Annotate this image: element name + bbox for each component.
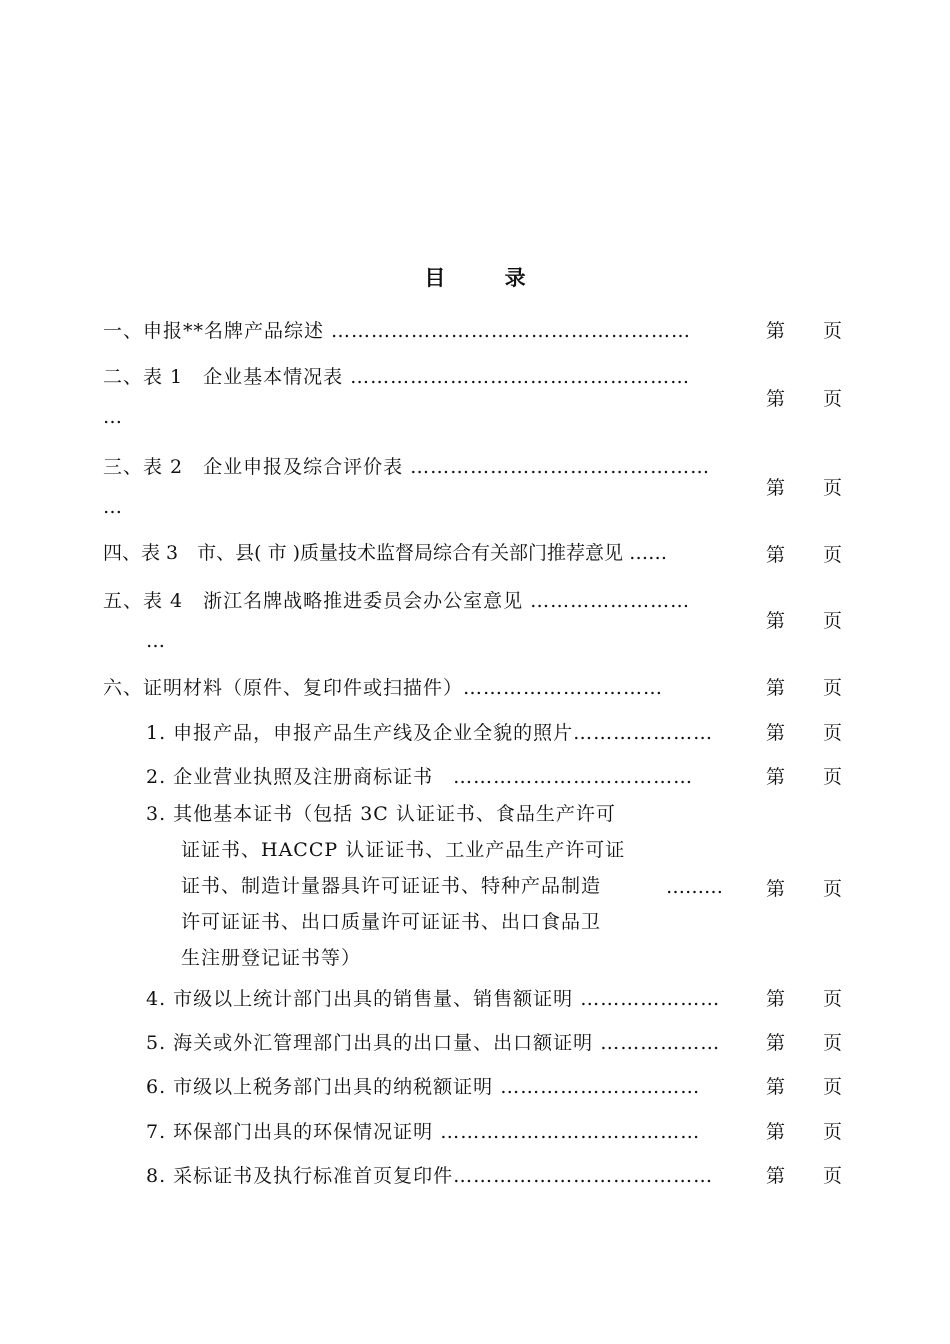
page-label-di: 第 (766, 1032, 786, 1054)
toc-entry-text: 2. 企业营业执照及注册商标证书 ……………………………… (146, 766, 694, 788)
toc-entry-6-5[interactable] (0, 1028, 950, 1058)
page-label-ye: 页 (823, 878, 843, 900)
page-label-di: 第 (766, 1121, 786, 1143)
toc-entry-6-7[interactable] (0, 1117, 950, 1147)
toc-entry-text: 4. 市级以上统计部门出具的销售量、销售额证明 ………………… (146, 988, 721, 1010)
page-label-ye: 页 (823, 1032, 843, 1054)
page-label-di: 第 (766, 878, 786, 900)
toc-entry-text: 一、申报**名牌产品综述 ……………………………………………… (103, 320, 692, 342)
toc-entry-text: 二、表 1 企业基本情况表 …………………………………………… (103, 366, 691, 388)
page-label-di: 第 (766, 766, 786, 788)
page-label-di: 第 (766, 477, 786, 499)
toc-entry-text: 六、证明材料（原件、复印件或扫描件）………………………… (103, 677, 664, 699)
page-label-ye: 页 (823, 477, 843, 499)
toc-entry-2[interactable] (0, 362, 950, 438)
page-label-ye: 页 (823, 1121, 843, 1143)
toc-entry-line: 许可证证书、出口质量许可证证书、出口食品卫 (181, 911, 602, 933)
toc-entry-text: 5. 海关或外汇管理部门出具的出口量、出口额证明 ……………… (146, 1032, 721, 1054)
toc-entry-dots: ……… (666, 876, 723, 898)
toc-entry-continuation: … (103, 496, 122, 518)
page-label-ye: 页 (823, 610, 843, 632)
toc-entry-6-8[interactable] (0, 1161, 950, 1191)
toc-title: 目 录 (424, 265, 552, 290)
toc-entry-text: 1. 申报产品，申报产品生产线及企业全貌的照片………………… (146, 722, 714, 744)
toc-entry-line: 3. 其他基本证书（包括 3C 认证证书、食品生产许可 (146, 803, 616, 825)
toc-entry-4[interactable] (0, 538, 950, 568)
toc-entry-continuation: … (103, 406, 122, 428)
toc-entry-6-6[interactable] (0, 1072, 950, 1102)
page-label-ye: 页 (823, 677, 843, 699)
page-label-ye: 页 (823, 388, 843, 410)
page-label-di: 第 (766, 388, 786, 410)
toc-entry-6-2[interactable] (0, 762, 950, 792)
toc-entry-6-4[interactable] (0, 984, 950, 1014)
page-label-di: 第 (766, 1076, 786, 1098)
page-label-ye: 页 (823, 766, 843, 788)
toc-entry-3[interactable] (0, 452, 950, 528)
page-label-di: 第 (766, 988, 786, 1010)
page-label-ye: 页 (823, 722, 843, 744)
toc-entry-text: 8. 采标证书及执行标准首页复印件………………………………… (146, 1165, 714, 1187)
toc-entry-text: 6. 市级以上税务部门出具的纳税额证明 ………………………… (146, 1076, 701, 1098)
toc-entry-text: 7. 环保部门出具的环保情况证明 ………………………………… (146, 1121, 701, 1143)
page-label-di: 第 (766, 677, 786, 699)
page-label-ye: 页 (823, 1076, 843, 1098)
toc-entry-text: 四、表 3 市、县( 市 )质量技术监督局综合有关部门推荐意见 …… (103, 542, 668, 564)
toc-entry-6[interactable] (0, 673, 950, 703)
page-label-di: 第 (766, 610, 786, 632)
toc-entry-6-1[interactable] (0, 718, 950, 748)
toc-entry-6-3[interactable] (0, 796, 950, 976)
page-label-di: 第 (766, 544, 786, 566)
toc-entry-5[interactable] (0, 586, 950, 662)
page-label-ye: 页 (823, 988, 843, 1010)
toc-entry-line: 证证书、HACCP 认证证书、工业产品生产许可证 (181, 839, 626, 861)
toc-entry-continuation: … (146, 630, 165, 652)
toc-entry-line: 生注册登记证书等） (181, 947, 362, 969)
toc-entry-text: 五、表 4 浙江名牌战略推进委员会办公室意见 …………………… (103, 590, 691, 612)
toc-entry-text: 三、表 2 企业申报及综合评价表 ……………………………………… (103, 456, 711, 478)
toc-entry-1[interactable] (0, 316, 950, 346)
page-label-di: 第 (766, 722, 786, 744)
page-label-ye: 页 (823, 320, 843, 342)
page-label-ye: 页 (823, 1165, 843, 1187)
page-label-di: 第 (766, 1165, 786, 1187)
toc-entry-line: 证书、制造计量器具许可证证书、特种产品制造 (181, 875, 602, 897)
page-label-ye: 页 (823, 544, 843, 566)
page-label-di: 第 (766, 320, 786, 342)
